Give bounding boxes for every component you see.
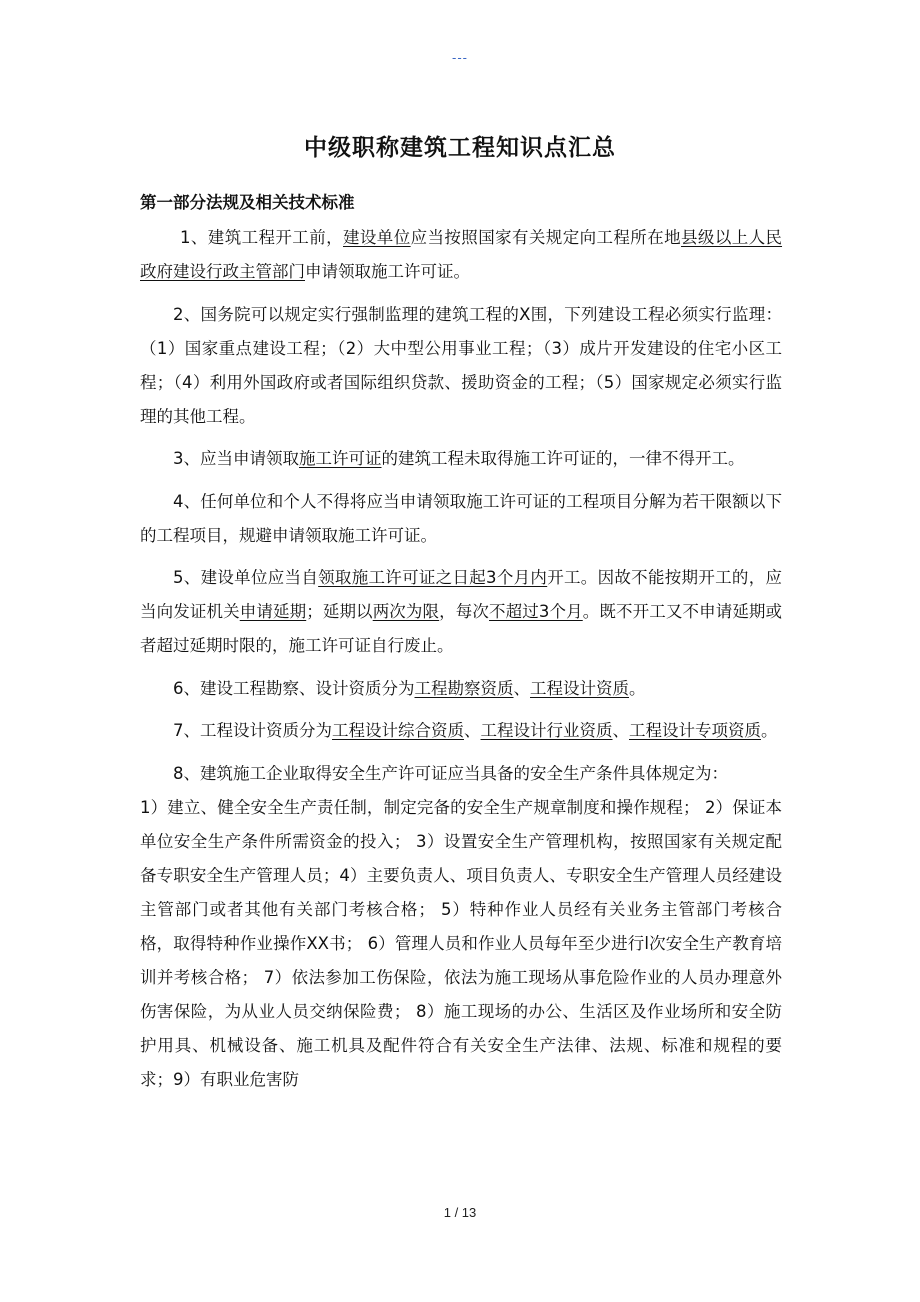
document-body bbox=[140, 221, 782, 1105]
text-segment: 应当按照国家有关规定向工程所在地 bbox=[410, 228, 682, 247]
text-segment: 1）建立、健全安全生产责任制，制定完备的安全生产规章制度和操作规程； 2）保证本单位安全生产条件所需资金的投入； 3）设置安全生产管理机构，按照国家有关规定配备专职安全生产管理人员；4）主要负责人、项目负责人、专职安全生产管理人员经建设主管部门或者其他有关部门考核合格； 5）特种作业人员经有关业务主管部门考核合格，取得特种作业操作XX书； 6）管理人员和作业人员每年至少进行l次安全生产教育培训并考核合格； 7）依法参加工伤保险，依法为施工现场从事危险作业的人员办理意外伤害保险，为从业人员交纳保险费； 8）施工现场的办公、生活区及作业场所和安全防护用具、机械设备、施工机具及配件符合有关安全生产法律、法规、标准和规程的要求；9）有职业危害防 bbox=[140, 797, 782, 1089]
paragraph-item-6 bbox=[140, 672, 782, 706]
underlined-term: 工程设计行业资质 bbox=[480, 721, 613, 740]
text-segment: 、 bbox=[513, 678, 530, 698]
text-segment: 、 bbox=[464, 721, 481, 740]
underlined-term: 工程勘察资质 bbox=[414, 678, 514, 698]
text-segment: 3、应当申请领取 bbox=[173, 449, 299, 468]
paragraph-item-8-conditions bbox=[140, 791, 782, 1097]
paragraph-item-1 bbox=[140, 221, 782, 289]
document-title: 中级职称建筑工程知识点汇总 bbox=[304, 135, 616, 161]
underlined-term: 不超过3个月 bbox=[489, 602, 583, 621]
underlined-term: 两次为限 bbox=[372, 602, 440, 621]
text-segment: 2、国务院可以规定实行强制监理的建筑工程的X围，下列建设工程必须实行监理：（1）国家重点建设工程；（2）大中型公用事业工程；（3）成片开发建设的住宅小区工程；（4）利用外国政府或者国际组织贷款、援助资金的工程；（5）国家规定必须实行监理的其他工程。 bbox=[140, 304, 782, 426]
paragraph-item-4 bbox=[140, 485, 782, 553]
underlined-term: 施工许可证 bbox=[299, 449, 382, 468]
text-segment: 5、建设单位应当自 bbox=[173, 568, 319, 587]
text-segment: 。 bbox=[761, 721, 778, 740]
paragraph-item-5 bbox=[140, 561, 782, 663]
text-segment: 7、工程设计资质分为 bbox=[173, 721, 332, 740]
text-segment: 的建筑工程未取得施工许可证的，一律不得开工。 bbox=[381, 449, 745, 468]
text-segment: 开工。因故不能按期开工的，应当向发证机关 bbox=[140, 568, 783, 621]
section-heading: 第一部分法规及相关技术标准 bbox=[140, 193, 355, 212]
text-segment: 。既不开工又不申请延期或者超过延期时限的，施工许可证自行废止。 bbox=[140, 602, 783, 655]
underlined-term: 工程设计专项资质 bbox=[629, 721, 761, 740]
header-mark: --- bbox=[452, 50, 468, 65]
text-segment: 申请领取施工许可证。 bbox=[305, 262, 470, 281]
text-segment: 。 bbox=[629, 678, 646, 698]
text-segment: 6、建设工程勘察、设计资质分为 bbox=[173, 678, 415, 698]
underlined-term: 申请延期 bbox=[239, 602, 307, 621]
text-segment: ，每次 bbox=[439, 602, 490, 621]
paragraph-item-3 bbox=[140, 442, 782, 476]
underlined-term: 建设单位 bbox=[343, 228, 411, 247]
underlined-term: 工程设计资质 bbox=[530, 678, 629, 698]
text-segment: 4、任何单位和个人不得将应当申请领取施工许可证的工程项目分解为若干限额以下的工程项目，规避申请领取施工许可证。 bbox=[140, 491, 782, 545]
underlined-term: 县级以上人民政府建设行政主管部门 bbox=[140, 228, 783, 281]
text-segment: 1、建筑工程开工前， bbox=[180, 228, 343, 247]
text-segment: 、 bbox=[612, 721, 629, 740]
text-segment: ；延期以 bbox=[306, 602, 373, 621]
paragraph-item-2 bbox=[140, 298, 782, 434]
paragraph-item-8 bbox=[140, 757, 782, 791]
underlined-term: 领取施工许可证之日起3个月内 bbox=[318, 568, 548, 587]
page-number: 1 / 13 bbox=[443, 1205, 477, 1220]
underlined-term: 工程设计综合资质 bbox=[332, 721, 464, 740]
paragraph-item-7 bbox=[140, 714, 782, 748]
text-segment: 8、建筑施工企业取得安全生产许可证应当具备的安全生产条件具体规定为： bbox=[173, 763, 728, 783]
